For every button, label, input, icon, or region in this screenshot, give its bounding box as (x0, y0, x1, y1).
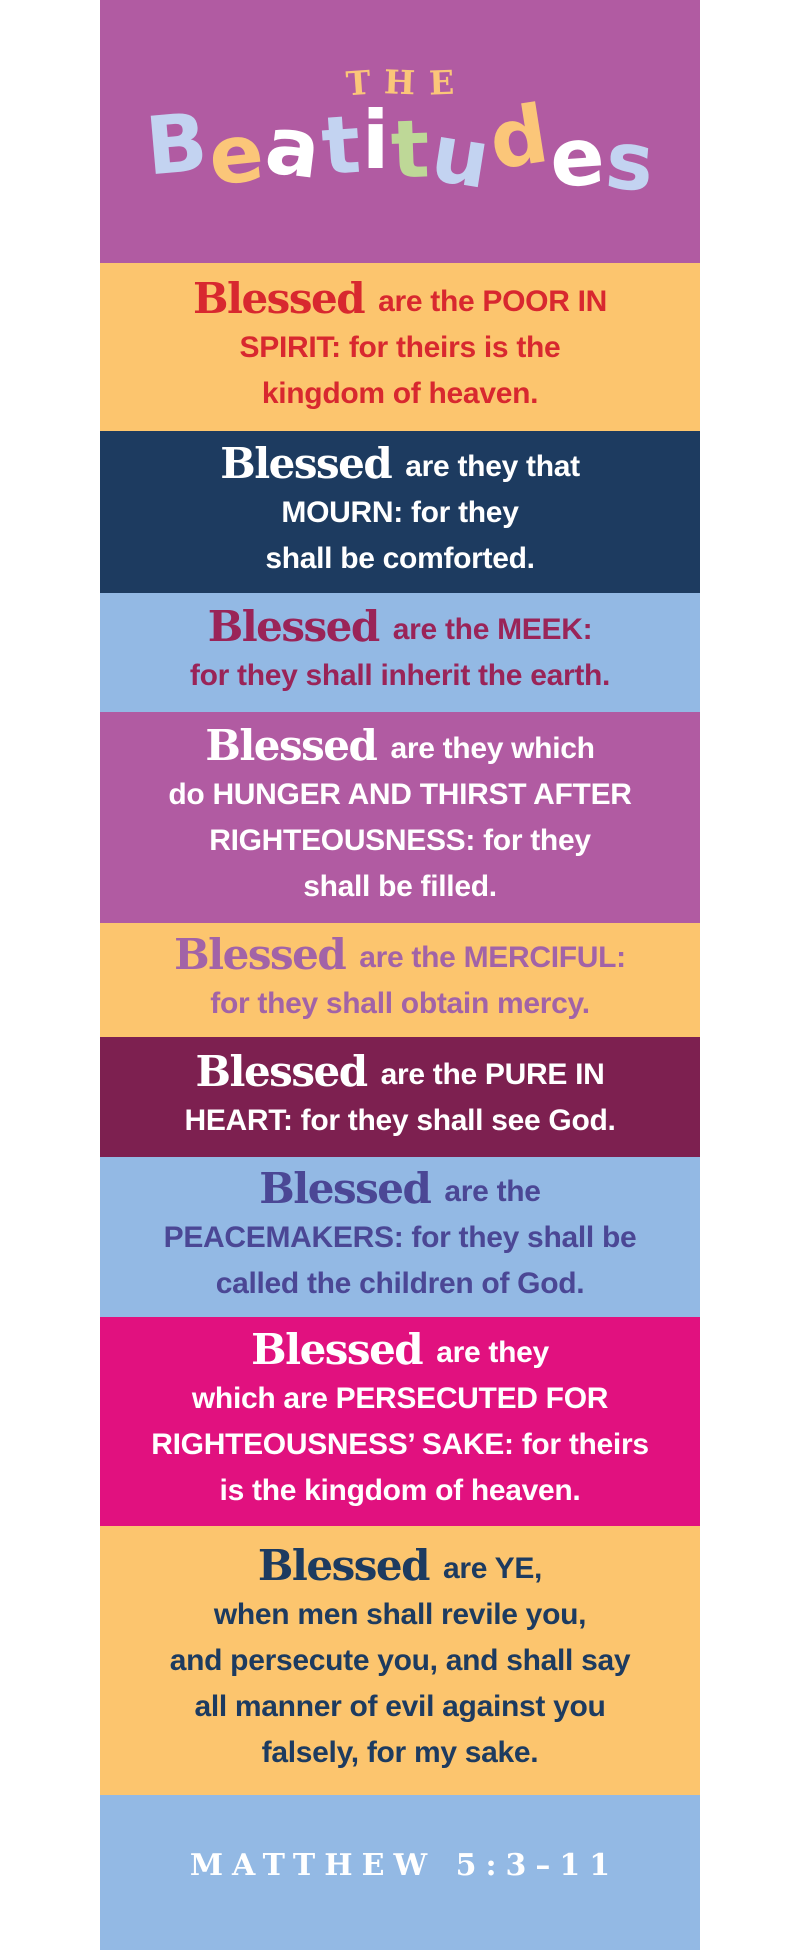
title-letter: s (602, 113, 658, 210)
blessed-lead: Blessed (174, 929, 346, 979)
verse-line: for they shall obtain mercy. (210, 986, 590, 1020)
blessed-lead: Blessed (220, 438, 392, 488)
the-letter: T (344, 61, 386, 104)
the-letter: H (383, 62, 430, 103)
verse-section-2 (100, 431, 700, 593)
verse-line: when men shall revile you, (213, 1598, 587, 1631)
verse-line: Blessed are the PURE IN (195, 1046, 605, 1096)
verse-section-6 (100, 1037, 700, 1157)
verse-line: Blessed are they (251, 1325, 549, 1374)
verse-line: MOURN: for they (281, 495, 519, 529)
verse-section-5 (100, 923, 700, 1037)
verse-line: which are PERSECUTED FOR (191, 1382, 609, 1415)
verse-line: shall be comforted. (265, 541, 535, 575)
blessed-lead: Blessed (251, 1325, 423, 1374)
beatitudes-bookmark (100, 0, 700, 1950)
blessed-lead: Blessed (195, 1046, 367, 1096)
verse-list (100, 263, 700, 1795)
title-letter: i (361, 94, 390, 187)
title-beatitudes (142, 87, 658, 210)
verse-line: falsely, for my sake. (261, 1736, 539, 1769)
verse-line: SPIRIT: for theirs is the (239, 330, 561, 364)
title-letter: u (424, 106, 496, 207)
title-letter: e (546, 109, 608, 206)
verse-section-1 (100, 263, 700, 431)
verse-line: all manner of evil against you (194, 1690, 606, 1723)
verse-line: is the kingdom of heaven. (219, 1474, 581, 1507)
verse-line: Blessed are they which (205, 721, 595, 770)
verse-line: RIGHTEOUSNESS’ SAKE: for theirs (151, 1428, 649, 1461)
verse-section-4 (100, 712, 700, 923)
blessed-lead: Blessed (207, 602, 379, 651)
verse-line: Blessed are YE, (257, 1541, 543, 1590)
verse-section-7 (100, 1157, 700, 1317)
title-letter: a (260, 98, 326, 197)
verse-line: shall be filled. (303, 870, 497, 903)
verse-line: called the children of God. (215, 1266, 585, 1300)
blessed-lead: Blessed (257, 1541, 429, 1590)
verse-section-9 (100, 1526, 700, 1795)
title-letter: B (142, 95, 212, 194)
the-letter: E (428, 62, 470, 103)
title-letter: d (483, 87, 555, 188)
verse-line: Blessed are they that (220, 438, 580, 488)
verse-line: for they shall inherit the earth. (189, 659, 611, 692)
title-letter: t (318, 97, 364, 194)
verse-line: Blessed are the MERCIFUL: (174, 929, 626, 979)
scripture-reference: MATTHEW 5:3–11 (189, 1848, 620, 1883)
verse-line: Blessed are the (259, 1163, 541, 1213)
title-the (332, 61, 470, 104)
verse-line: HEART: for they shall see God. (184, 1103, 616, 1137)
verse-line: kingdom of heaven. (261, 376, 539, 410)
blessed-lead: Blessed (193, 273, 365, 323)
verse-line: and persecute you, and shall say (169, 1644, 631, 1677)
footer (100, 1795, 700, 1950)
blessed-lead: Blessed (205, 721, 377, 770)
verse-line: Blessed are the MEEK: (207, 602, 593, 651)
verse-line: do HUNGER AND THIRST AFTER (168, 778, 632, 811)
verse-section-3 (100, 593, 700, 712)
header (100, 0, 700, 263)
blessed-lead: Blessed (259, 1163, 431, 1213)
title-letter: e (204, 105, 269, 204)
title-letter: t (389, 102, 432, 197)
verse-line: RIGHTEOUSNESS: for they (209, 824, 591, 857)
verse-section-8 (100, 1317, 700, 1526)
verse-line: PEACEMAKERS: for they shall be (163, 1220, 637, 1254)
verse-line: Blessed are the POOR IN (193, 273, 607, 323)
